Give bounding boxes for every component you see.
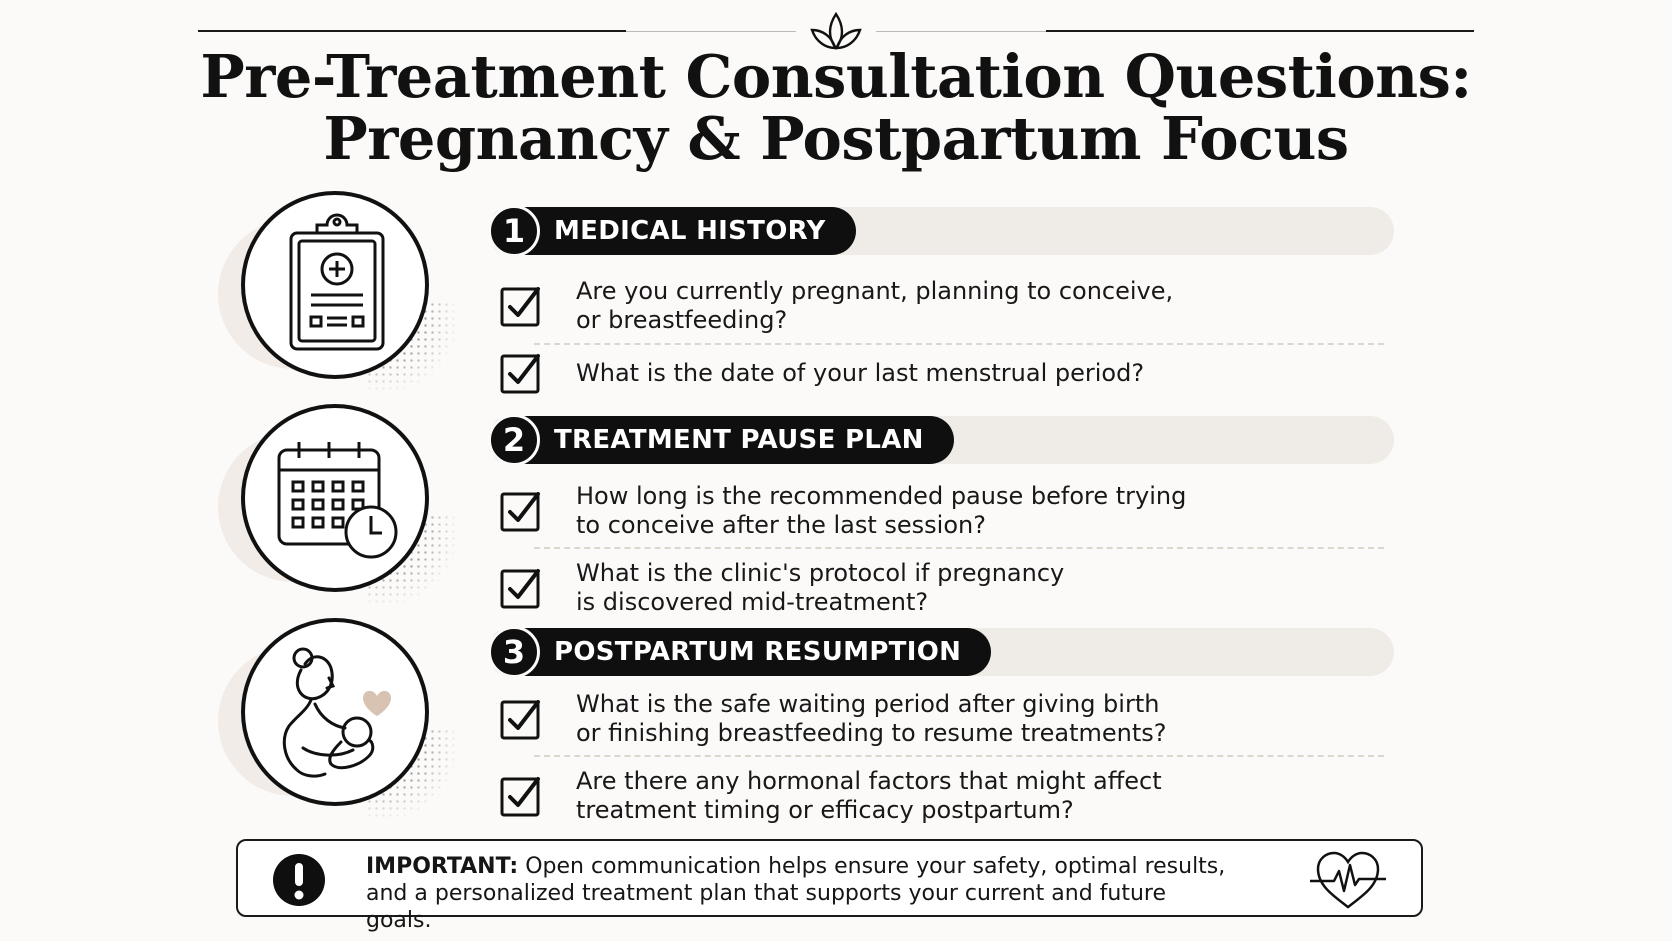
- question-item[interactable]: [500, 559, 1380, 617]
- section-number: 2: [488, 414, 540, 466]
- question-text: How long is the recommended pause before trying to conceive after the last session?: [576, 482, 1187, 539]
- question-item[interactable]: [500, 767, 1380, 825]
- section-title: MEDICAL HISTORY: [554, 216, 826, 246]
- question-text: Are you currently pregnant, planning to conceive, or breastfeeding?: [576, 277, 1174, 334]
- dashed-divider: [534, 547, 1384, 549]
- section-header: [490, 207, 856, 255]
- question-text: What is the safe waiting period after giving birth or finishing breastfeeding to resume treatments?: [576, 690, 1167, 747]
- section-number: 3: [488, 626, 540, 678]
- checkbox-checked-icon[interactable]: [500, 775, 542, 817]
- page-title: [0, 42, 1672, 173]
- title-line-1: Pre-Treatment Consultation Questions:: [200, 42, 1472, 111]
- question-text: Are there any hormonal factors that might affect treatment timing or efficacy postpartum?: [576, 767, 1162, 824]
- checkbox-checked-icon[interactable]: [500, 285, 542, 327]
- question-item[interactable]: [500, 352, 1380, 394]
- important-note-box: [236, 839, 1423, 933]
- checkbox-checked-icon[interactable]: [500, 698, 542, 740]
- treatment-pause-illustration: [218, 404, 440, 614]
- question-item[interactable]: [500, 482, 1380, 540]
- header-rule-left: [198, 30, 626, 32]
- exclamation-icon: [272, 853, 326, 907]
- section-title: POSTPARTUM RESUMPTION: [554, 637, 962, 667]
- section-header: [490, 416, 954, 464]
- header-rule-thin-right: [876, 31, 1046, 32]
- clipboard-medical-icon: [241, 191, 429, 379]
- question-item[interactable]: [500, 690, 1380, 748]
- medical-history-illustration: [218, 191, 440, 401]
- section-header: [490, 628, 991, 676]
- postpartum-illustration: [218, 618, 440, 828]
- dashed-divider: [534, 755, 1384, 757]
- header-rule-thin-left: [626, 31, 796, 32]
- important-message: Open communication helps ensure your safety, optimal results, and a personalized treatment plan that supports your current and future goals.: [366, 854, 1226, 933]
- question-text: What is the clinic's protocol if pregnancy is discovered mid-treatment?: [576, 559, 1065, 616]
- calendar-clock-icon: [241, 404, 429, 592]
- question-item[interactable]: [500, 277, 1380, 335]
- question-text: What is the date of your last menstrual period?: [576, 358, 1145, 387]
- important-note-text: [366, 853, 1226, 934]
- section-title: TREATMENT PAUSE PLAN: [554, 425, 924, 455]
- checkbox-checked-icon[interactable]: [500, 352, 542, 394]
- heartbeat-heart-icon: [1308, 849, 1388, 911]
- checkbox-checked-icon[interactable]: [500, 567, 542, 609]
- important-label: IMPORTANT:: [366, 854, 519, 879]
- mother-baby-icon: [241, 618, 429, 806]
- title-line-2: Pregnancy & Postpartum Focus: [323, 104, 1349, 173]
- dashed-divider: [534, 343, 1384, 345]
- header-rule-right: [1046, 30, 1474, 32]
- checkbox-checked-icon[interactable]: [500, 490, 542, 532]
- section-number: 1: [488, 205, 540, 257]
